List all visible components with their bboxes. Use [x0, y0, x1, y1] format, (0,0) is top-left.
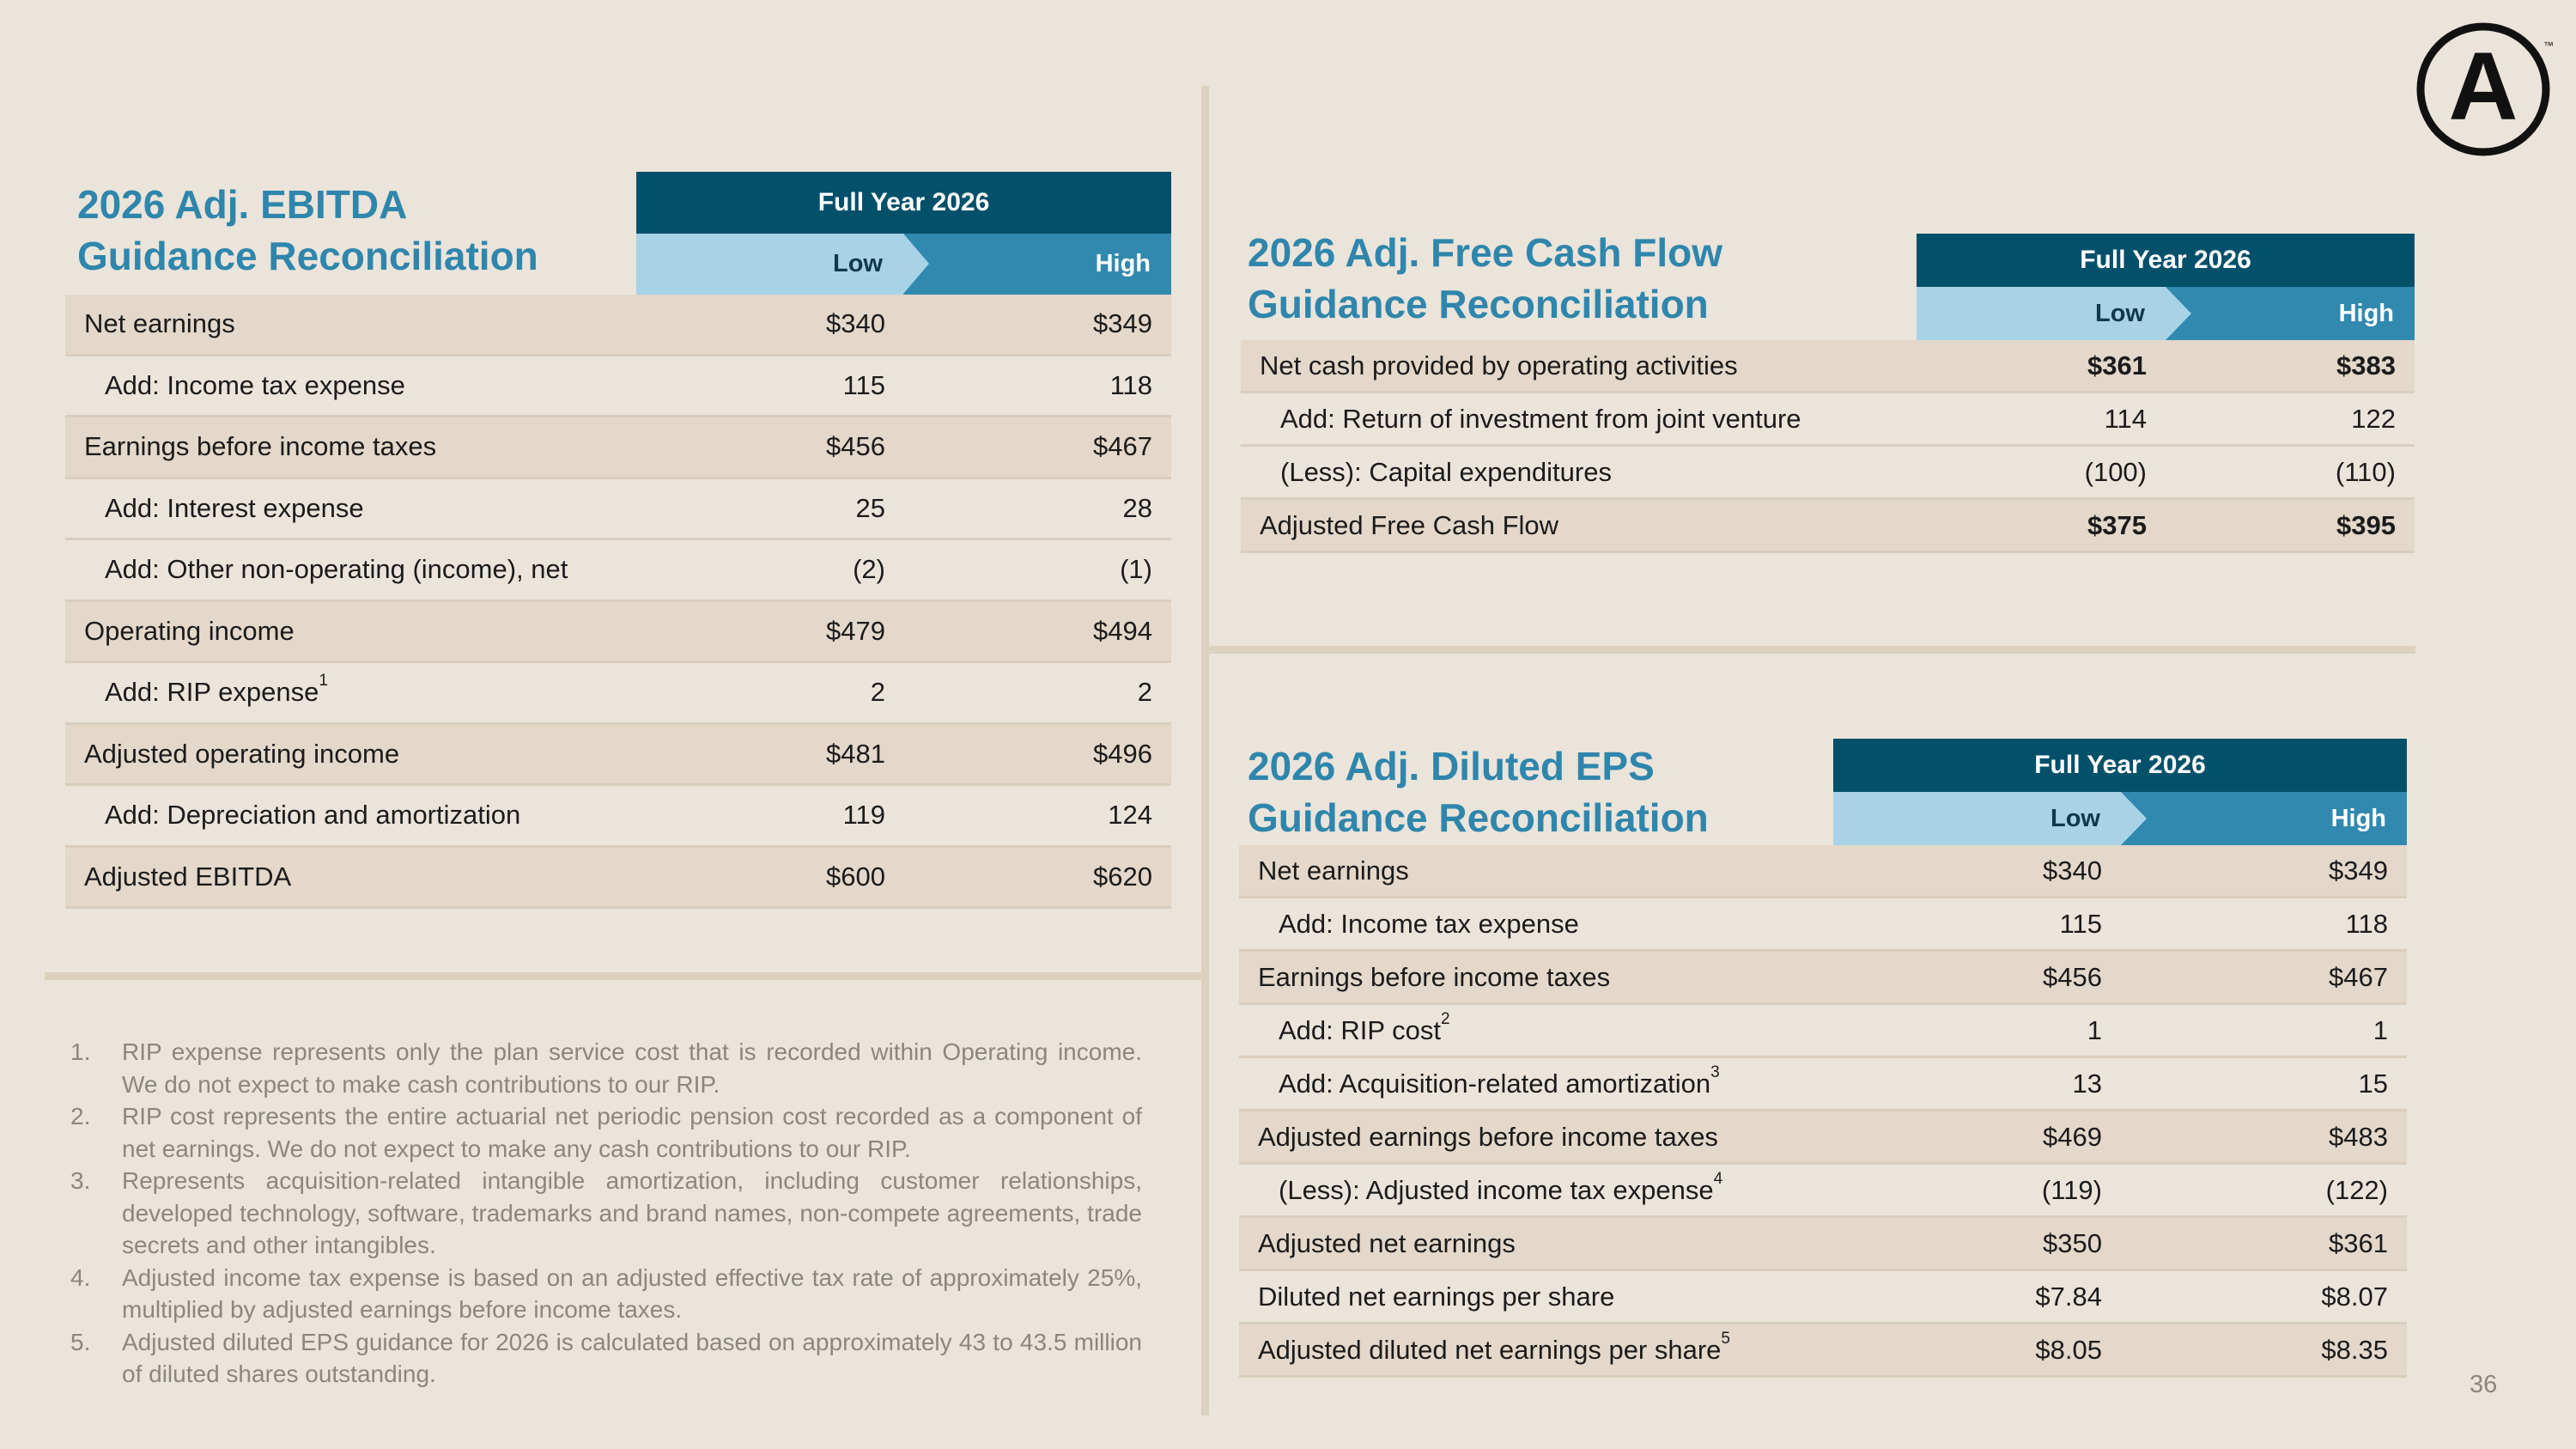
eps-table-row: [1239, 1058, 2407, 1111]
eps-row-footnote-ref: 4: [1713, 1169, 1723, 1188]
horizontal-divider-left: [45, 972, 1201, 980]
eps-row-label-text: Adjusted net earnings: [1258, 1227, 1516, 1258]
ebitda-table-row: [65, 786, 1171, 848]
eps-row-label: [1239, 1282, 1833, 1312]
eps-row-low-value: 1: [2087, 1014, 2102, 1045]
footnote-number: 2.: [70, 1103, 91, 1129]
fcf-col-high: High: [2166, 287, 2415, 340]
ebitda-table-row: [65, 848, 1171, 910]
ebitda-row-low-value: 119: [842, 800, 885, 831]
ebitda-table-row: [65, 356, 1171, 418]
footnote-number: 5.: [70, 1328, 91, 1355]
ebitda-row-low-value: $481: [826, 738, 885, 769]
eps-row-high-value: $483: [2329, 1121, 2388, 1152]
fcf-title-line1: 2026 Adj. Free Cash Flow: [1248, 230, 1723, 275]
ebitda-col-low: Low: [636, 234, 903, 295]
ebitda-table-row: [65, 295, 1171, 356]
ebitda-row-high-value: 2: [1137, 677, 1152, 708]
eps-header-columns: [1833, 792, 2407, 845]
footnote-item: [70, 1165, 1142, 1262]
eps-table-row: [1239, 1324, 2407, 1378]
ebitda-row-low-value: 25: [855, 492, 885, 523]
ebitda-table: [65, 295, 1171, 909]
ebitda-row-low-value: $600: [826, 861, 885, 892]
ebitda-row-high-value: $620: [1093, 861, 1152, 892]
eps-row-low-value: $7.84: [2035, 1281, 2102, 1312]
eps-row-low-value: 13: [2072, 1068, 2102, 1099]
ebitda-row-label-text: Net earnings: [84, 308, 235, 339]
eps-row-label: [1239, 1329, 1833, 1366]
footnote-item: [70, 1036, 1142, 1100]
eps-row-high-value: $361: [2329, 1227, 2388, 1258]
eps-row-low-value: $8.05: [2035, 1334, 2102, 1365]
eps-row-high-value: (122): [2325, 1174, 2388, 1205]
ebitda-title: [77, 179, 538, 282]
ebitda-table-row: [65, 479, 1171, 541]
ebitda-table-row: [65, 540, 1171, 602]
ebitda-row-label: [65, 308, 628, 339]
fcf-row-label-text: Adjusted Free Cash Flow: [1260, 509, 1559, 540]
ebitda-table-row: [65, 602, 1171, 664]
eps-col-low: Low: [1833, 792, 2121, 845]
eps-row-high-value: 1: [2372, 1014, 2388, 1045]
fcf-row-high-value: $395: [2336, 509, 2396, 540]
fcf-title: [1248, 227, 1722, 330]
footnote-number: 1.: [70, 1038, 91, 1065]
eps-row-high-value: $349: [2329, 855, 2388, 886]
ebitda-row-label: [65, 554, 628, 585]
ebitda-table-row: [65, 663, 1171, 725]
ebitda-row-low-value: $479: [826, 615, 885, 646]
ebitda-row-low-value: (2): [853, 554, 885, 585]
ebitda-header-columns: [636, 234, 1171, 295]
eps-table-row: [1239, 898, 2407, 952]
fcf-row-low-value: (100): [2084, 456, 2147, 487]
eps-row-high-value: $8.07: [2321, 1281, 2388, 1312]
fcf-row-label-text: Net cash provided by operating activities: [1260, 350, 1738, 381]
footnote-text: RIP expense represents only the plan service cost that is recorded within Operating income. We do not expect to make cash contributions to our RIP.: [122, 1038, 1142, 1098]
fcf-row-low-value: 114: [2104, 403, 2147, 434]
eps-row-label-text: Add: RIP cost: [1279, 1014, 1441, 1045]
eps-table: [1239, 845, 2407, 1378]
eps-title-line2: Guidance Reconciliation: [1248, 795, 1709, 840]
fcf-row-label: [1241, 404, 1917, 435]
eps-table-row: [1239, 1005, 2407, 1058]
footnote-text: Adjusted income tax expense is based on an adjusted effective tax rate of approximately 25%, multiplied by adjusted earnings before income taxes.: [122, 1263, 1142, 1323]
eps-title-line1: 2026 Adj. Diluted EPS: [1248, 744, 1655, 788]
footnote-number: 3.: [70, 1167, 91, 1194]
eps-table-row: [1239, 1218, 2407, 1271]
eps-row-label: [1239, 1122, 1833, 1153]
ebitda-row-label: [65, 370, 628, 401]
fcf-row-label: [1241, 457, 1917, 488]
eps-row-low-value: $350: [2043, 1227, 2102, 1258]
eps-row-footnote-ref: 2: [1440, 1009, 1450, 1028]
eps-row-low-value: 115: [2059, 908, 2102, 939]
eps-row-label-text: Add: Acquisition-related amortization: [1279, 1068, 1711, 1099]
eps-row-label: [1239, 1062, 1833, 1099]
horizontal-divider-right: [1209, 646, 2415, 654]
ebitda-header-full-year: Full Year 2026: [636, 172, 1171, 234]
ebitda-row-label-text: Add: Income tax expense: [105, 369, 405, 400]
eps-row-high-value: $8.35: [2321, 1334, 2388, 1365]
eps-row-low-value: $469: [2043, 1121, 2102, 1152]
ebitda-row-low-value: 2: [870, 677, 885, 708]
ebitda-row-label: [65, 861, 628, 892]
ebitda-row-low-value: $456: [826, 431, 885, 462]
fcf-table-row: [1241, 447, 2415, 500]
fcf-title-line2: Guidance Reconciliation: [1248, 282, 1709, 326]
eps-row-label: [1239, 1009, 1833, 1046]
ebitda-row-label-text: Earnings before income taxes: [84, 431, 437, 462]
fcf-row-low-value: $375: [2087, 509, 2147, 540]
eps-row-high-value: 15: [2358, 1068, 2388, 1099]
eps-title: [1248, 740, 1709, 843]
eps-row-low-value: $456: [2043, 961, 2102, 992]
ebitda-row-low-value: $340: [826, 308, 885, 339]
ebitda-row-high-value: $467: [1093, 431, 1152, 462]
company-logo: [2415, 21, 2552, 158]
ebitda-row-label: [65, 493, 628, 524]
eps-row-label-text: Add: Income tax expense: [1279, 908, 1579, 939]
ebitda-row-high-value: $496: [1093, 738, 1152, 769]
footnote-text: Represents acquisition-related intangible amortization, including customer relationships, developed technology, software, trademarks and brand names, non-compete agreements, trade secrets and other intangibles.: [122, 1167, 1142, 1258]
fcf-col-low: Low: [1917, 287, 2166, 340]
ebitda-col-high: High: [903, 234, 1171, 295]
footnote-item: [70, 1100, 1142, 1165]
fcf-table: [1241, 340, 2415, 553]
ebitda-row-low-value: 115: [842, 369, 885, 400]
eps-table-row: [1239, 1111, 2407, 1165]
eps-table-row: [1239, 952, 2407, 1005]
ebitda-row-label: [65, 672, 628, 708]
ebitda-row-high-value: 28: [1122, 492, 1152, 523]
trademark-mark: ™: [2543, 40, 2554, 52]
eps-row-label-text: (Less): Adjusted income tax expense: [1279, 1174, 1714, 1205]
ebitda-row-high-value: $494: [1093, 615, 1152, 646]
eps-row-footnote-ref: 3: [1710, 1062, 1720, 1081]
eps-col-high: High: [2121, 792, 2407, 845]
eps-row-label: [1239, 1169, 1833, 1206]
fcf-row-low-value: $361: [2087, 350, 2147, 381]
ebitda-row-label-text: Adjusted operating income: [84, 738, 400, 769]
footnote-item: [70, 1262, 1142, 1326]
eps-row-footnote-ref: 5: [1721, 1329, 1730, 1348]
fcf-row-high-value: 122: [2351, 403, 2396, 434]
eps-row-label: [1239, 1228, 1833, 1259]
ebitda-row-high-value: 118: [1109, 369, 1152, 400]
eps-row-label-text: Adjusted diluted net earnings per share: [1258, 1334, 1722, 1365]
eps-row-label-text: Diluted net earnings per share: [1258, 1281, 1615, 1312]
ebitda-row-label: [65, 431, 628, 462]
ebitda-table-row: [65, 725, 1171, 787]
eps-row-label-text: Net earnings: [1258, 855, 1409, 886]
ebitda-row-label: [65, 616, 628, 647]
footnotes: [70, 1036, 1142, 1391]
footnote-text: Adjusted diluted EPS guidance for 2026 is calculated based on approximately 43 to 43.5 million of diluted shares outstanding.: [122, 1328, 1142, 1387]
ebitda-row-high-value: (1): [1120, 554, 1152, 585]
fcf-row-high-value: (110): [2335, 456, 2396, 487]
fcf-row-label: [1241, 510, 1917, 541]
ebitda-row-footnote-ref: 1: [319, 672, 328, 691]
ebitda-row-label: [65, 800, 628, 831]
ebitda-title-line1: 2026 Adj. EBITDA: [77, 182, 408, 227]
ebitda-table-row: [65, 417, 1171, 479]
fcf-header-columns: [1917, 287, 2415, 340]
fcf-table-row: [1241, 393, 2415, 447]
ebitda-row-high-value: $349: [1093, 308, 1152, 339]
ebitda-row-label-text: Add: Interest expense: [105, 492, 364, 523]
eps-row-high-value: $467: [2329, 961, 2388, 992]
ebitda-row-label: [65, 739, 628, 770]
footnote-text: RIP cost represents the entire actuarial net periodic pension cost recorded as a component of net earnings. We do not expect to make any cash contributions to our RIP.: [122, 1103, 1142, 1162]
ebitda-row-high-value: 124: [1108, 800, 1152, 831]
ebitda-row-label-text: Adjusted EBITDA: [84, 861, 292, 892]
fcf-row-label: [1241, 350, 1917, 381]
fcf-row-label-text: (Less): Capital expenditures: [1280, 456, 1612, 487]
eps-table-row: [1239, 845, 2407, 898]
footnote-number: 4.: [70, 1263, 91, 1291]
svg-text:A: A: [2448, 33, 2518, 140]
ebitda-row-label-text: Add: RIP expense: [105, 677, 319, 708]
eps-table-row: [1239, 1165, 2407, 1218]
ebitda-row-label-text: Add: Depreciation and amortization: [105, 800, 521, 831]
page-number: 36: [2470, 1371, 2498, 1398]
eps-row-low-value: $340: [2043, 855, 2102, 886]
fcf-header-full-year: Full Year 2026: [1917, 234, 2415, 287]
fcf-row-high-value: $383: [2336, 350, 2396, 381]
footnote-item: [70, 1326, 1142, 1391]
eps-row-high-value: 118: [2345, 908, 2388, 939]
fcf-table-row: [1241, 340, 2415, 393]
fcf-table-row: [1241, 500, 2415, 553]
ebitda-row-label-text: Operating income: [84, 615, 295, 646]
ebitda-row-label-text: Add: Other non-operating (income), net: [105, 554, 568, 585]
ebitda-title-line2: Guidance Reconciliation: [77, 234, 538, 278]
fcf-row-label-text: Add: Return of investment from joint venture: [1280, 403, 1801, 434]
eps-row-label: [1239, 962, 1833, 993]
eps-row-label: [1239, 855, 1833, 886]
vertical-divider: [1201, 86, 1209, 1416]
eps-row-low-value: (119): [2041, 1174, 2102, 1205]
eps-row-label-text: Earnings before income taxes: [1258, 961, 1611, 992]
eps-table-row: [1239, 1271, 2407, 1324]
eps-header-full-year: Full Year 2026: [1833, 739, 2407, 792]
eps-row-label: [1239, 909, 1833, 940]
eps-row-label-text: Adjusted earnings before income taxes: [1258, 1121, 1718, 1152]
